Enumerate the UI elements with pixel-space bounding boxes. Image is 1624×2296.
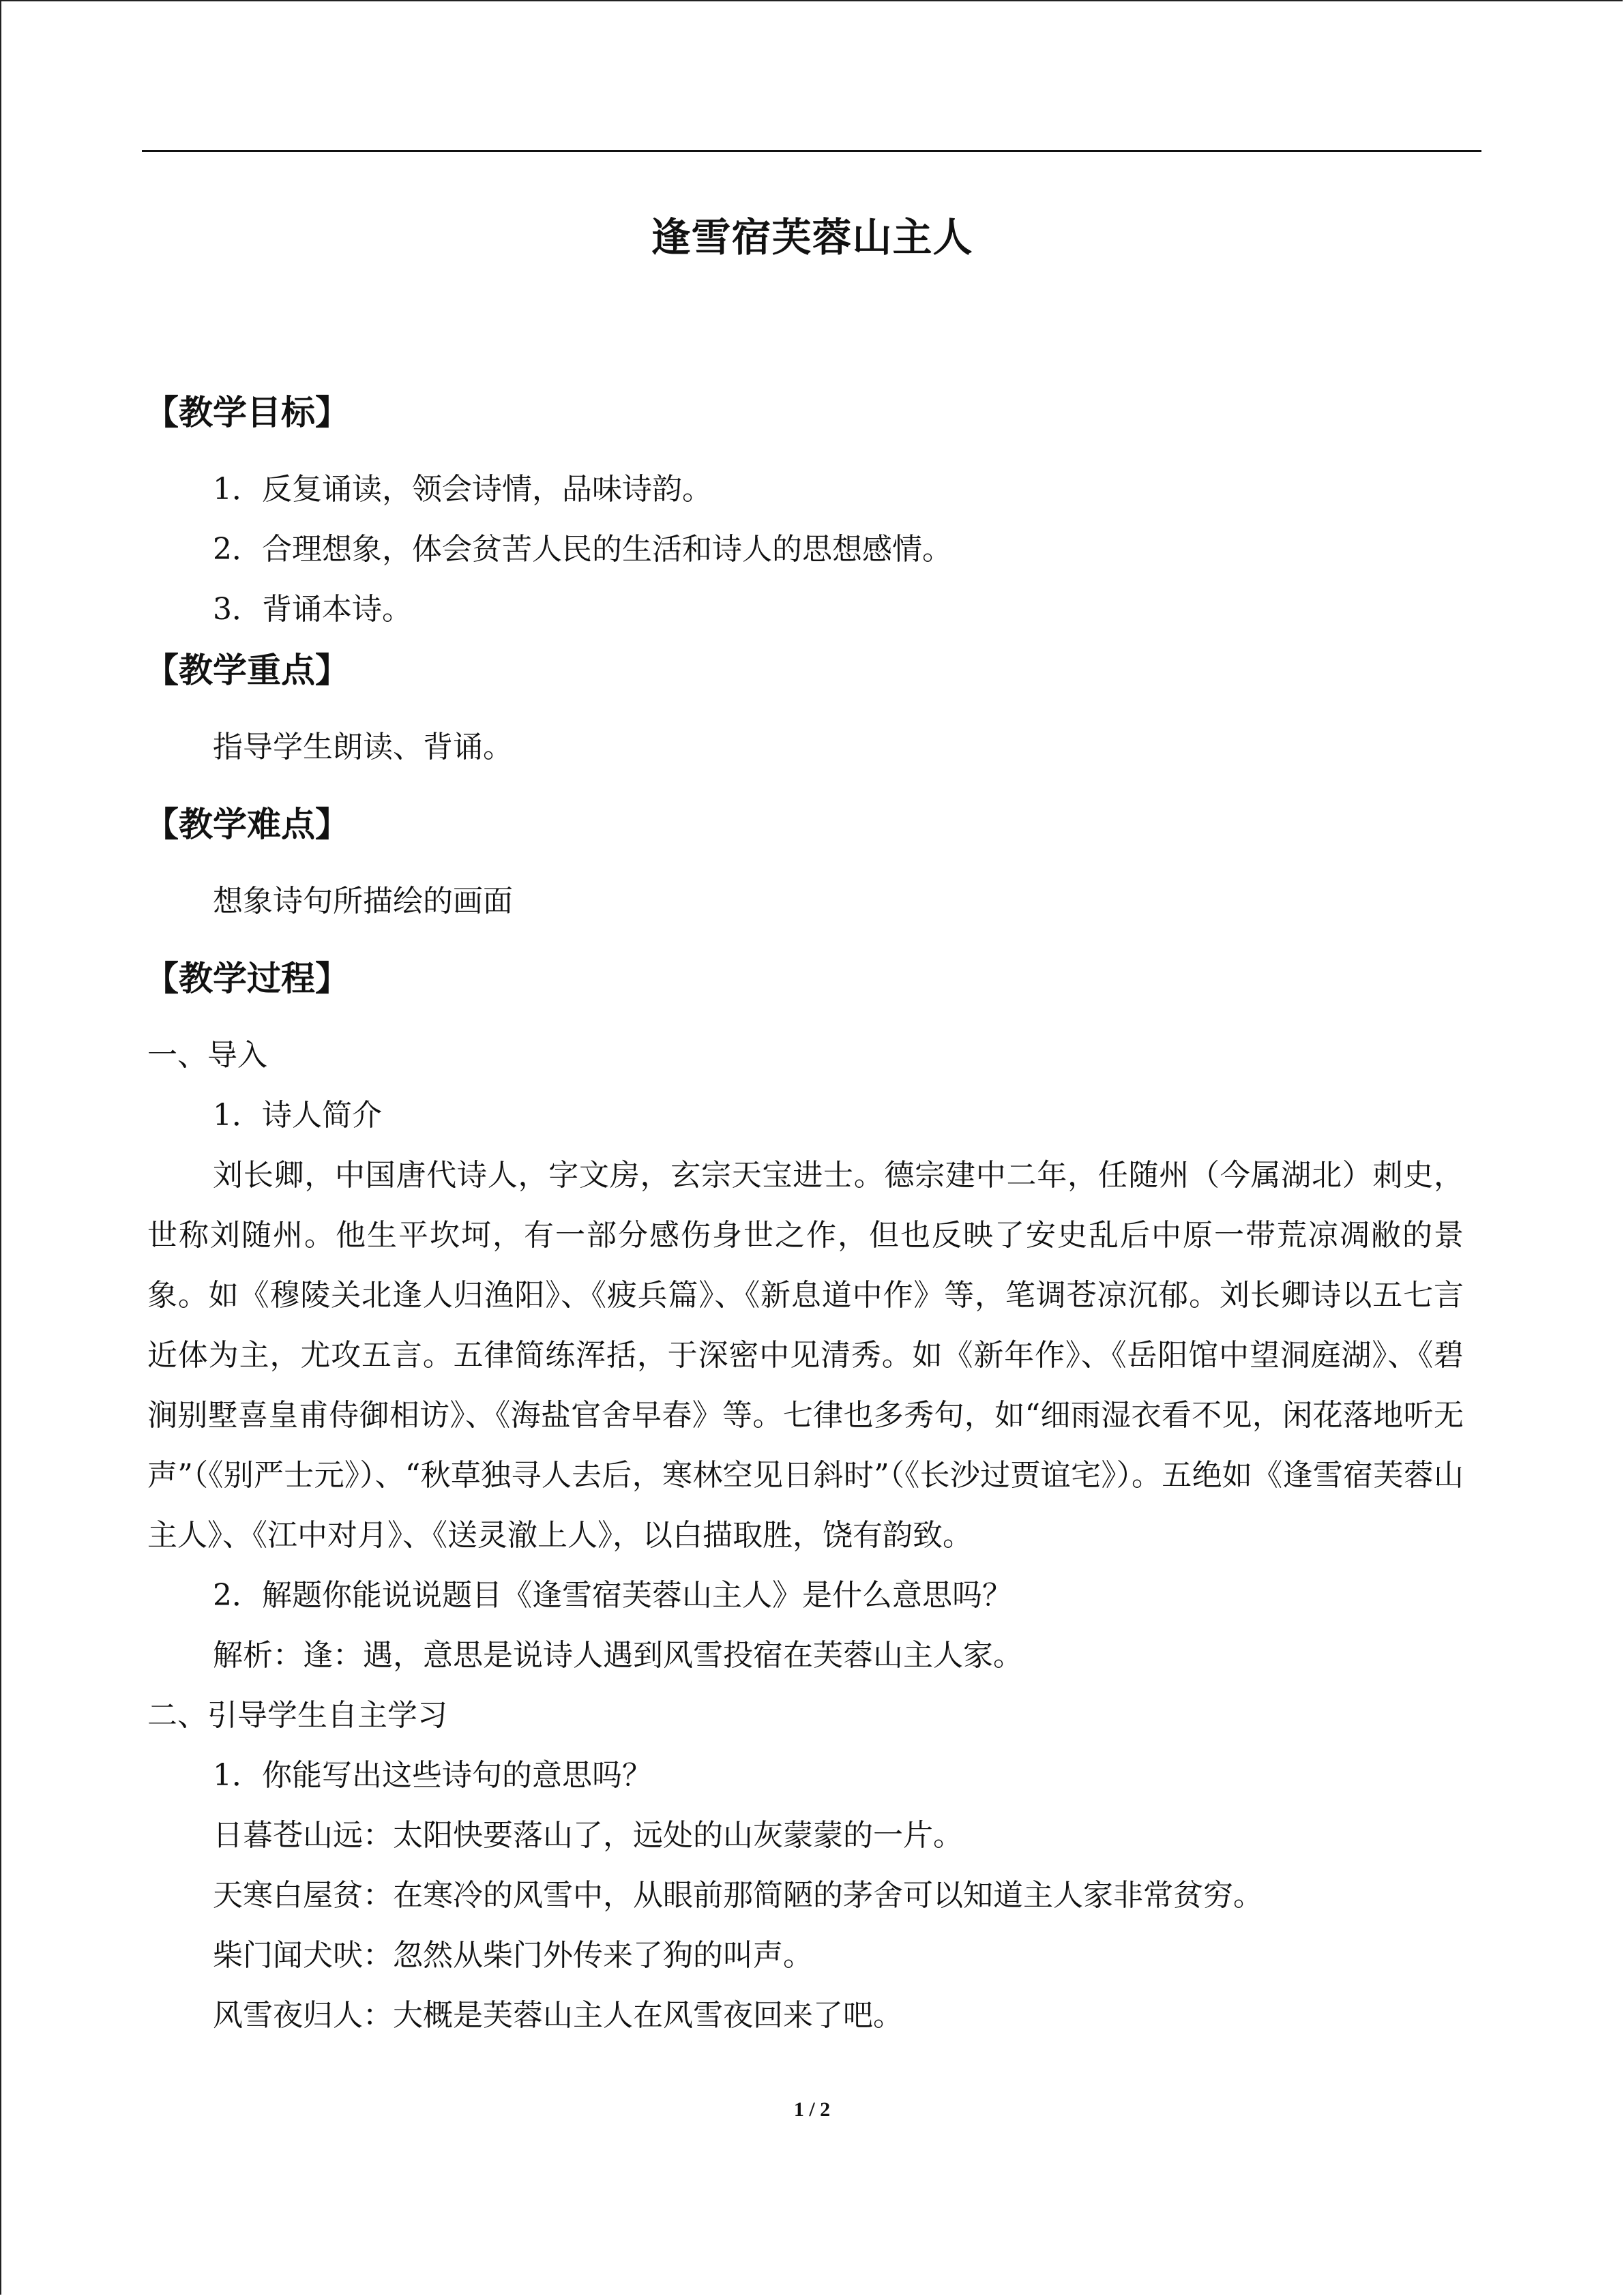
poem-line-meaning: 柴门闻犬吠：忽然从柴门外传来了狗的叫声。 — [213, 1938, 813, 1973]
heading-process: 【教学过程】 — [145, 959, 349, 998]
key-points-text: 指导学生朗读、背诵。 — [213, 730, 513, 764]
objective-item: 2．合理想象，体会贫苦人民的生活和诗人的思想感情。 — [213, 532, 952, 567]
objective-item: 3．背诵本诗。 — [213, 592, 412, 627]
difficulties-text: 想象诗句所描绘的画面 — [213, 884, 513, 919]
poem-line-meaning: 天寒白屋贫：在寒冷的风雪中，从眼前那简陋的茅舍可以知道主人家非常贫穷。 — [213, 1878, 1263, 1913]
heading-key-points: 【教学重点】 — [145, 651, 349, 690]
header-rule — [142, 150, 1481, 152]
objective-item: 1．反复诵读，领会诗情，品味诗韵。 — [213, 472, 712, 507]
document-body — [147, 382, 1464, 2046]
poem-line-meaning: 风雪夜归人：大概是芙蓉山主人在风雪夜回来了吧。 — [213, 1998, 903, 2033]
heading-difficulties: 【教学难点】 — [145, 805, 349, 844]
document-title: 逢雪宿芙蓉山主人 — [651, 214, 973, 260]
part1-title: 一、导入 — [147, 1038, 267, 1073]
title-answer: 解析：逢：遇，意思是说诗人遇到风雪投宿在芙蓉山主人家。 — [213, 1638, 1023, 1673]
intro-paragraph: 刘长卿，中国唐代诗人，字文房，玄宗天宝进士。德宗建中二年，任随州（今属湖北）刺史，世称刘随州。他生平坎坷，有一部分感伤身世之作，但也反映了安史乱后中原一带荒凉凋敝的景象。如《穆陵关北逢人归渔阳》、《疲兵篇》、《新息道中作》等，笔调苍凉沉郁。刘长卿诗以五七言近体为主，尤攻五言。五律简练浑括，于深密中见清秀。如《新年作》、《岳阳馆中望洞庭湖》、《碧涧别墅喜皇甫侍御相访》、《海盐官舍早春》等。七律也多秀句，如“细雨湿衣看不见，闲花落地听无声”（《别严士元》）、“秋草独寻人去后，寒林空见日斜时”（《长沙过贾谊宅》）。五绝如《逢雪宿芙蓉山主人》、《江中对月》、《送灵澈上人》，以白描取胜，饶有韵致。 — [147, 1158, 1464, 1553]
part2-title: 二、引导学生自主学习 — [147, 1698, 447, 1733]
poem-line-meaning: 日暮苍山远：太阳快要落山了，远处的山灰蒙蒙的一片。 — [213, 1818, 963, 1853]
page-number: 1 / 2 — [793, 2098, 831, 2121]
title-question: 2．解题你能说说题目《逢雪宿芙蓉山主人》是什么意思吗？ — [213, 1578, 1012, 1613]
meaning-question: 1．你能写出这些诗句的意思吗？ — [213, 1758, 652, 1793]
intro-title: 1．诗人简介 — [213, 1098, 382, 1133]
heading-objectives: 【教学目标】 — [145, 393, 349, 432]
